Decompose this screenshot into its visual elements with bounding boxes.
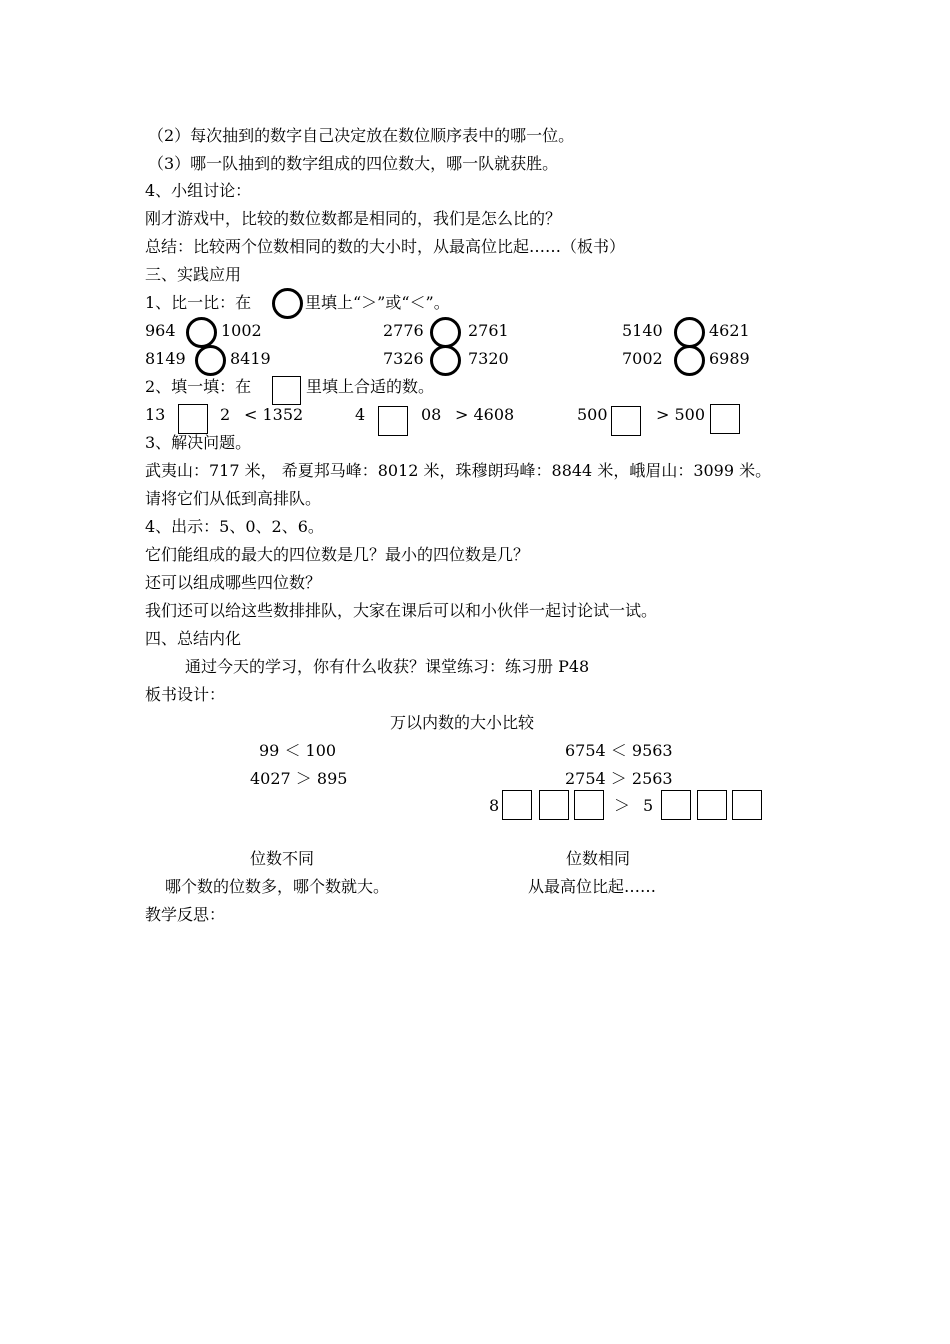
compare-b-6: 6989	[709, 349, 750, 368]
board-box-2	[539, 790, 569, 820]
board-box-3	[574, 790, 604, 820]
solve-mountains: 武夷山：717 米， 希夏邦马峰：8012 米，珠穆朗玛峰：8844 米，峨眉山：3099 米。	[145, 461, 772, 480]
board-left-heading: 位数不同	[250, 849, 315, 868]
compare-a-4: 8149	[145, 349, 186, 368]
fill-q3-b: > 500	[656, 405, 706, 424]
compare-circle-6[interactable]	[674, 345, 705, 376]
compare-a-6: 7002	[622, 349, 663, 368]
compare-circle-2[interactable]	[430, 317, 461, 348]
fill-q2-c: > 4608	[455, 405, 515, 424]
board-left-rule: 哪个数的位数多，哪个数就大。	[165, 877, 390, 896]
compare-circle-1[interactable]	[186, 317, 217, 348]
compare-instruction-suffix: 里填上“＞”或“＜”。	[305, 293, 450, 312]
board-right-row-2: 2754 ＞ 2563	[565, 769, 673, 788]
compare-circle-3[interactable]	[674, 317, 705, 348]
discussion-heading: 4、小组讨论：	[145, 181, 252, 200]
board-title: 万以内数的大小比较	[390, 713, 535, 732]
board-box-4	[661, 790, 691, 820]
board-box-sign: ＞	[614, 796, 631, 815]
compare-a-1: 964	[145, 321, 176, 340]
fill-q1-b: 2	[220, 405, 231, 424]
intro-line-2: （2）每次抽到的数字自己决定放在数位顺序表中的哪一位。	[148, 126, 575, 145]
compare-b-4: 8419	[230, 349, 271, 368]
fill-q1-a: 13	[145, 405, 166, 424]
compare-a-2: 2776	[383, 321, 424, 340]
fill-box-4[interactable]	[710, 404, 740, 434]
discussion-question: 刚才游戏中，比较的数位数都是相同的，我们是怎么比的？	[145, 209, 562, 228]
board-box-1	[502, 790, 532, 820]
compare-b-2: 2761	[468, 321, 509, 340]
section-summary-text: 通过今天的学习，你有什么收获？课堂练习：练习册 P48	[185, 657, 590, 676]
board-box-left-digit: 8	[489, 796, 500, 815]
board-right-row-1: 6754 ＜ 9563	[565, 741, 673, 760]
board-box-right-digit: 5	[643, 796, 654, 815]
compare-circle-sample	[272, 288, 303, 319]
board-box-5	[697, 790, 727, 820]
fill-box-1[interactable]	[178, 404, 208, 434]
compare-instruction-prefix: 1、比一比：在	[145, 293, 252, 312]
fill-box-3[interactable]	[611, 406, 641, 436]
intro-line-3: （3）哪一队抽到的数字组成的四位数大，哪一队就获胜。	[148, 154, 559, 173]
fill-q2-b: 08	[421, 405, 442, 424]
section-practice-heading: 三、实践应用	[145, 265, 242, 284]
compare-circle-5[interactable]	[430, 345, 461, 376]
fill-instruction-prefix: 2、填一填：在	[145, 377, 252, 396]
board-right-heading: 位数相同	[566, 849, 631, 868]
compare-circle-4[interactable]	[195, 345, 226, 376]
board-left-row-1: 99 ＜ 100	[259, 741, 337, 760]
discussion-summary: 总结：比较两个位数相同的数的大小时，从最高位比起……（板书）	[145, 237, 626, 256]
show-question-3: 我们还可以给这些数排排队，大家在课后可以和小伙伴一起讨论试一试。	[145, 601, 658, 620]
show-question-2: 还可以组成哪些四位数？	[145, 573, 322, 592]
fill-box-sample	[272, 376, 301, 405]
compare-a-5: 7326	[383, 349, 424, 368]
compare-b-5: 7320	[468, 349, 509, 368]
board-label: 板书设计：	[145, 685, 226, 704]
solve-heading: 3、解决问题。	[145, 433, 252, 452]
teaching-reflection-label: 教学反思：	[145, 905, 226, 924]
compare-b-1: 1002	[221, 321, 262, 340]
show-question-1: 它们能组成的最大的四位数是几？最小的四位数是几？	[145, 545, 530, 564]
solve-ask: 请将它们从低到高排队。	[145, 489, 322, 508]
show-heading: 4、出示：5、0、2、6。	[145, 517, 324, 536]
fill-q2-a: 4	[355, 405, 366, 424]
fill-instruction-suffix: 里填上合适的数。	[306, 377, 435, 396]
fill-q1-c: < 1352	[244, 405, 304, 424]
board-box-6	[732, 790, 762, 820]
fill-box-2[interactable]	[378, 406, 408, 436]
compare-a-3: 5140	[622, 321, 663, 340]
board-left-row-2: 4027 ＞ 895	[250, 769, 348, 788]
fill-q3-a: 500	[577, 405, 608, 424]
section-summary-heading: 四、总结内化	[145, 629, 242, 648]
compare-b-3: 4621	[709, 321, 750, 340]
board-right-rule: 从最高位比起……	[528, 877, 657, 896]
